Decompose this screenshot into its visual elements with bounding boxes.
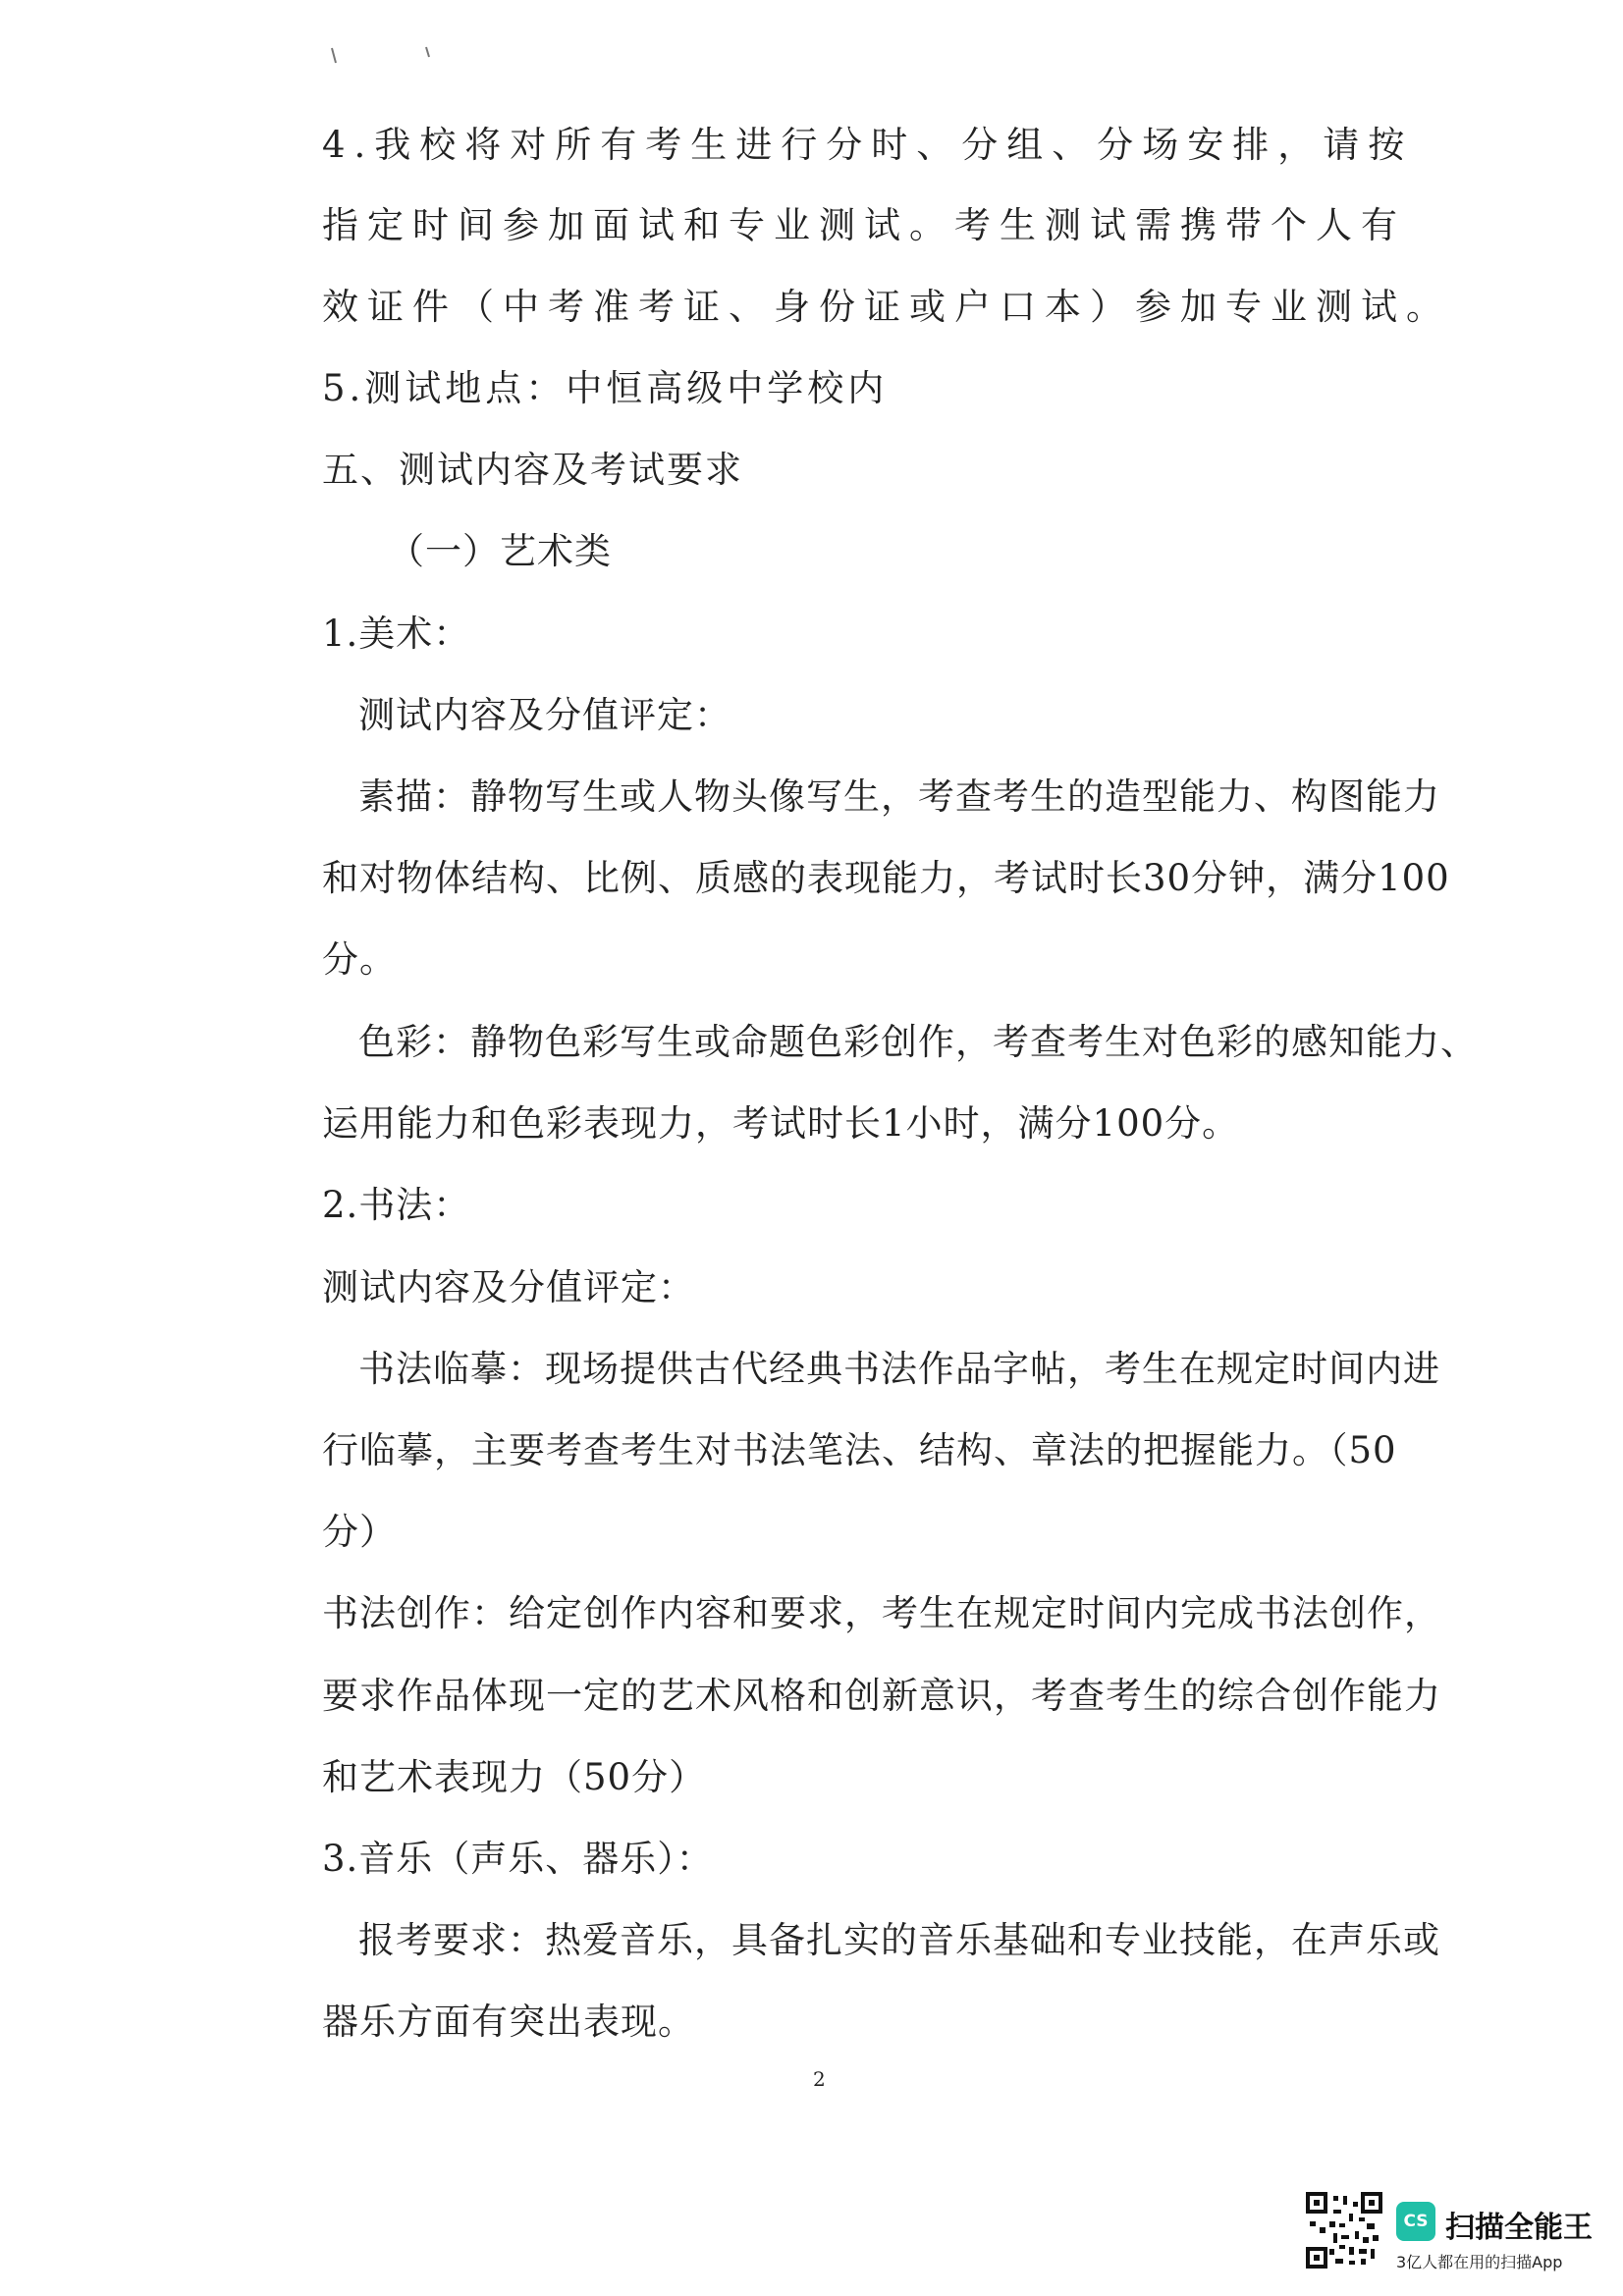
paragraph-line: 和艺术表现力（50分）: [322, 1756, 707, 1798]
paragraph-line: 分。: [322, 938, 397, 981]
scanner-watermark: [1306, 2184, 1600, 2282]
subject-heading-calligraphy: 2.书法：: [322, 1184, 471, 1226]
paragraph-line: 运用能力和色彩表现力，考试时长1小时，满分100分。: [322, 1102, 1240, 1145]
section-item-test-location: 5.测试地点：中恒高级中学校内: [322, 367, 889, 409]
body-text-line: 4.我校将对所有考生进行分时、分组、分场安排，请按: [322, 124, 1414, 166]
paragraph-line: 书法临摹：现场提供古代经典书法作品字帖，考生在规定时间内进: [358, 1348, 1440, 1390]
body-text-line: 效证件（中考准考证、身份证或户口本）参加专业测试。: [322, 286, 1451, 328]
section-heading: 五、测试内容及考试要求: [322, 449, 743, 491]
subsection-heading: （一）艺术类: [388, 530, 612, 572]
subject-heading-art: 1.美术：: [322, 613, 471, 655]
paragraph-line: 色彩：静物色彩写生或命题色彩创作，考查考生对色彩的感知能力、: [358, 1021, 1478, 1063]
scan-artifact-mark: [324, 39, 442, 69]
paragraph-line: 分）: [322, 1511, 397, 1553]
paragraph-line: 和对物体结构、比例、质感的表现能力，考试时长30分钟，满分100: [322, 857, 1450, 899]
paragraph-line: 素描：静物写生或人物头像写生，考查考生的造型能力、构图能力: [358, 775, 1440, 818]
paragraph-line: 行临摹，主要考查考生对书法笔法、结构、章法的把握能力。（50: [322, 1429, 1397, 1471]
body-text-line: 指定时间参加面试和专业测试。考生测试需携带个人有: [322, 204, 1406, 246]
paragraph-line: 要求作品体现一定的艺术风格和创新意识，考查考生的综合创作能力: [322, 1675, 1441, 1717]
paragraph-line: 书法创作：给定创作内容和要求，考生在规定时间内完成书法创作，: [322, 1592, 1441, 1634]
page-number: 2: [813, 2067, 826, 2091]
camscanner-logo: CS: [1396, 2202, 1435, 2241]
subject-heading-music: 3.音乐（声乐、器乐）：: [322, 1838, 714, 1880]
camscanner-brand: 扫描全能王: [1445, 2211, 1593, 2245]
qr-code-icon: [1306, 2192, 1382, 2269]
camscanner-tagline: 3亿人都在用的扫描App: [1396, 2253, 1563, 2271]
paragraph-line: 器乐方面有突出表现。: [322, 2001, 695, 2043]
paragraph-line: 报考要求：热爱音乐，具备扎实的音乐基础和专业技能，在声乐或: [358, 1919, 1440, 1961]
paragraph-label: 测试内容及分值评定：: [358, 694, 731, 736]
paragraph-label: 测试内容及分值评定：: [322, 1266, 695, 1308]
